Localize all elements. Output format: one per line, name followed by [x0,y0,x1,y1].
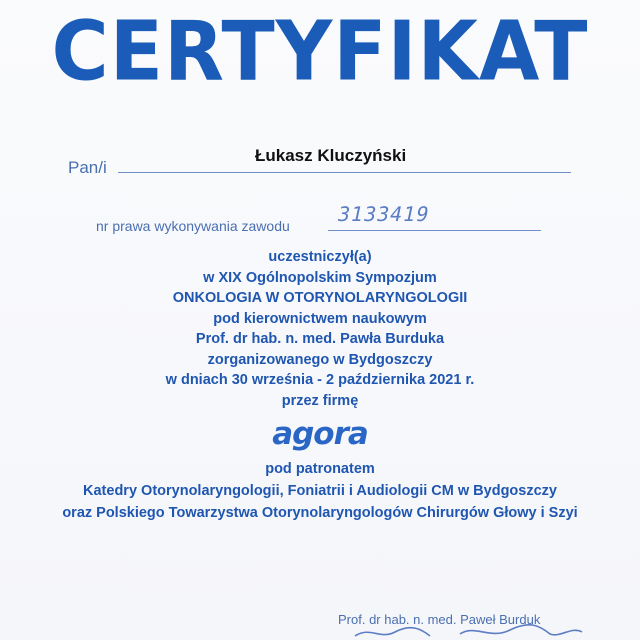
patronage-line: pod patronatem [265,461,375,477]
license-number: 3133419 [335,202,432,226]
license-label: nr prawa wykonywania zawodu [96,218,290,234]
recipient-name: Łukasz Kluczyński [255,146,407,165]
body-line: Prof. dr hab. n. med. Pawła Burduka [195,331,445,347]
body-line: w XIX Ogólnopolskim Sympozjum [203,269,437,286]
body-line: ONKOLOGIA W OTORYNOLARYNGOLOGII [172,290,468,306]
body-line: pod kierownictwem naukowym [213,310,427,327]
certificate-title: CERTYFIKAT [51,4,589,100]
patronage-line: Katedry Otorynolaryngologii, Foniatrii i Audiologii CM w Bydgoszczy [83,483,557,499]
agora-logo-text: agora [272,416,368,452]
signature-mark [350,622,590,640]
patronage-line: oraz Polskiego Towarzystwa Otorynolaryngologów Chirurgów Głowy i Szyi [62,505,578,521]
patronage-block [0,458,640,524]
body-line: w dniach 30 września - 2 października 2021 r. [165,372,475,388]
signatory-name: Prof. dr hab. n. med. Paweł Burduk [338,612,541,627]
license-line [328,230,541,231]
certificate-body [0,247,640,411]
body-line: uczestniczył(a) [268,249,372,265]
body-line: zorganizowanego w Bydgoszczy [207,351,433,368]
agora-logo [0,416,640,452]
recipient-line [118,172,571,173]
body-line: przez firmę [281,392,359,409]
recipient-label: Pan/i [68,158,107,177]
